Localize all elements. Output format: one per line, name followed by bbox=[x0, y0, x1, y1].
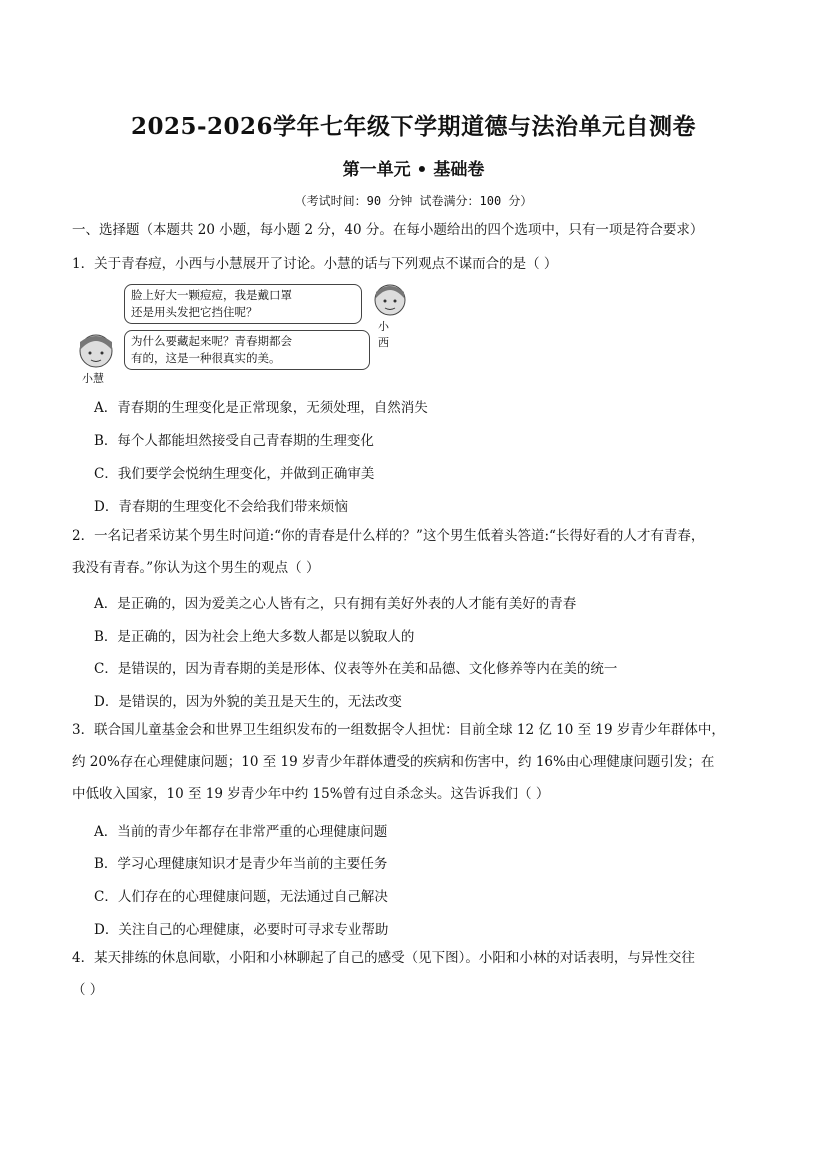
option-b[interactable]: B．学习心理健康知识才是青少年当前的主要任务 bbox=[94, 856, 388, 872]
bubble-line: 为什么要藏起来呢？青春期都会 bbox=[131, 334, 292, 348]
option-d[interactable]: D．是错误的，因为外貌的美丑是天生的，无法改变 bbox=[94, 694, 402, 710]
option-d[interactable]: D．关注自己的心理健康，必要时可寻求专业帮助 bbox=[94, 922, 389, 938]
question-2-stem bbox=[72, 520, 762, 584]
question-stem-line: 1．关于青春痘，小西与小慧展开了讨论。小慧的话与下列观点不谋而合的是（ ） bbox=[72, 256, 558, 272]
question-1-stem bbox=[72, 248, 762, 280]
section-heading: 一、选择题（本题共 20 小题，每小题 2 分，40 分。在每小题给出的四个选项中，只有一项是符合要求） bbox=[72, 222, 704, 238]
option-c[interactable]: C．是错误的，因为青春期的美是形体、仪表等外在美和品德、文化修养等内在美的统一 bbox=[94, 661, 618, 677]
question-1-figure bbox=[72, 282, 392, 386]
option-b[interactable]: B．每个人都能坦然接受自己青春期的生理变化 bbox=[94, 433, 374, 449]
question-4-stem bbox=[72, 942, 762, 1006]
question-stem-line: （ ） bbox=[72, 982, 104, 998]
bubble-line: 还是用头发把它挡住呢？ bbox=[131, 305, 258, 319]
question-stem-line: 约 20%存在心理健康问题；10 至 19 岁青少年群体遭受的疾病和伤害中，约 16%由心理健康问题引发；在 bbox=[72, 754, 715, 770]
bubble-line: 脸上好大一颗痘痘，我是戴口罩 bbox=[131, 288, 292, 302]
question-3-stem bbox=[72, 714, 762, 810]
exam-info: （考试时间：90 分钟 试卷满分：100 分） bbox=[294, 194, 533, 208]
option-c[interactable]: C．我们要学会悦纳生理变化，并做到正确审美 bbox=[94, 466, 375, 482]
option-a[interactable]: A．当前的青少年都存在非常严重的心理健康问题 bbox=[94, 824, 388, 840]
speech-bubble-xiaoxi bbox=[124, 284, 362, 324]
question-stem-line: 中低收入国家，10 至 19 岁青少年中约 15%曾有过自杀念头。这告诉我们（ ） bbox=[72, 786, 550, 802]
girl-avatar-icon bbox=[370, 282, 410, 318]
option-a[interactable]: A．青春期的生理变化是正常现象，无须处理，自然消失 bbox=[94, 400, 428, 416]
question-stem-line: 4．某天排练的休息间歇，小阳和小林聊起了自己的感受（见下图）。小阳和小林的对话表明，与异性交往 bbox=[72, 950, 695, 966]
option-c[interactable]: C．人们存在的心理健康问题，无法通过自己解决 bbox=[94, 889, 388, 905]
name-xiaohui: 小慧 bbox=[82, 372, 104, 385]
option-d[interactable]: D．青春期的生理变化不会给我们带来烦恼 bbox=[94, 499, 348, 515]
option-b[interactable]: B．是正确的，因为社会上绝大多数人都是以貌取人的 bbox=[94, 629, 415, 645]
question-stem-line: 2．一名记者采访某个男生时问道:“你的青春是什么样的？”这个男生低着头答道:“长得好看的人才有青春， bbox=[72, 528, 705, 544]
page-title: 2025-2026学年七年级下学期道德与法治单元自测卷 bbox=[130, 113, 697, 140]
speech-bubble-xiaohui bbox=[124, 330, 370, 370]
option-a[interactable]: A．是正确的，因为爱美之心人皆有之，只有拥有美好外表的人才能有美好的青春 bbox=[94, 596, 577, 612]
question-stem-line: 3．联合国儿童基金会和世界卫生组织发布的一组数据令人担忧：目前全球 12 亿 10 至 19 岁青少年群体中， bbox=[72, 722, 725, 738]
girl-avatar-icon bbox=[74, 332, 118, 370]
page-subtitle: 第一单元 • 基础卷 bbox=[342, 160, 485, 180]
bubble-line: 有的，这是一种很真实的美。 bbox=[131, 351, 281, 365]
question-stem-line: 我没有青春。”你认为这个男生的观点（ ） bbox=[72, 560, 320, 576]
name-xiaoxi: 小西 bbox=[378, 320, 389, 349]
